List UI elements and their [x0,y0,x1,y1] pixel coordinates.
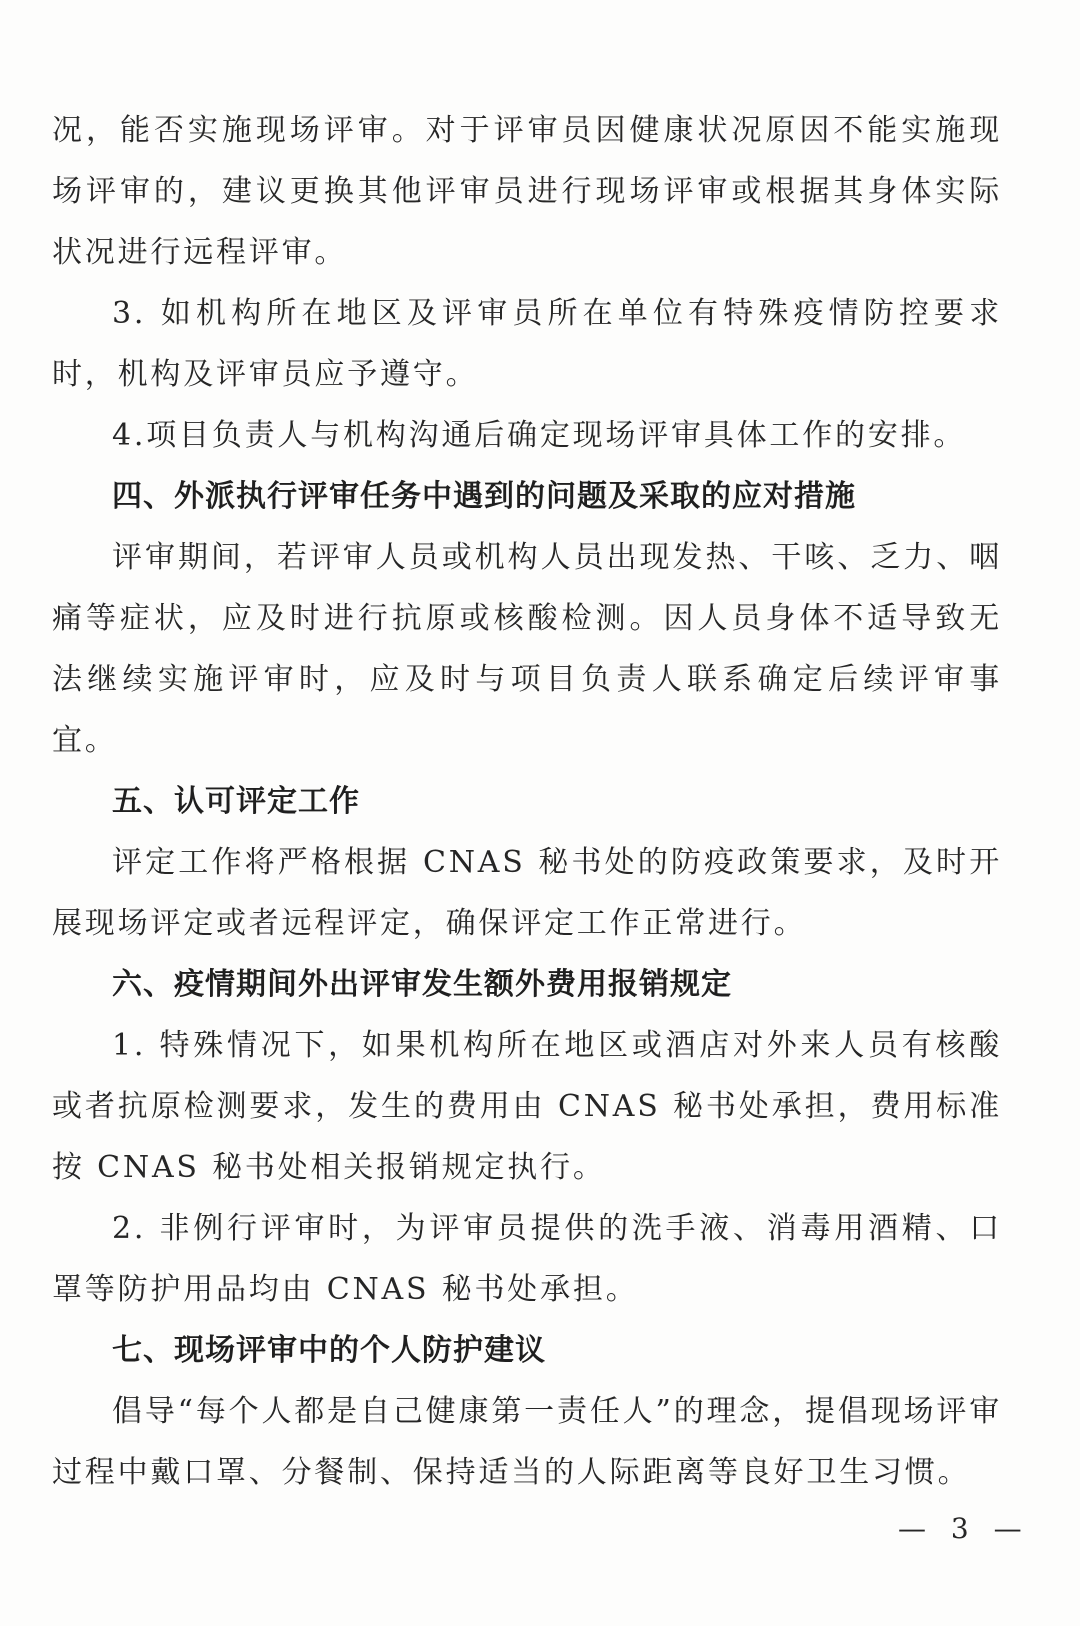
paragraph-item-4: 4.项目负责人与机构沟通后确定现场评审具体工作的安排。 [112,418,967,453]
document-body [52,100,1002,1503]
paragraph-item-3: 3. 如机构所在地区及评审员所在单位有特殊疫情防控要求时，机构及评审员应予遵守。 [52,296,1002,392]
page-number: — 3 — [898,1512,1030,1545]
section-heading-4: 四、外派执行评审任务中遇到的问题及采取的应对措施 [112,479,856,514]
paragraph-expense-2: 2. 非例行评审时，为评审员提供的洗手液、消毒用酒精、口罩等防护用品均由 CNAS 秘书处承担。 [52,1211,1002,1307]
section-heading-7: 七、现场评审中的个人防护建议 [112,1333,546,1368]
paragraph-protection: 倡导“每个人都是自己健康第一责任人”的理念，提倡现场评审过程中戴口罩、分餐制、保持适当的人际距离等良好卫生习惯。 [52,1394,1002,1490]
section-heading-5: 五、认可评定工作 [112,784,360,819]
paragraph-accreditation: 评定工作将严格根据 CNAS 秘书处的防疫政策要求，及时开展现场评定或者远程评定，确保评定工作正常进行。 [52,845,1002,941]
section-heading-6: 六、疫情期间外出评审发生额外费用报销规定 [112,967,732,1002]
paragraph-symptoms: 评审期间，若评审人员或机构人员出现发热、干咳、乏力、咽痛等症状，应及时进行抗原或核酸检测。因人员身体不适导致无法继续实施评审时，应及时与项目负责人联系确定后续评审事宜。 [52,540,1002,758]
paragraph-health-status: 况，能否实施现场评审。对于评审员因健康状况原因不能实施现场评审的，建议更换其他评审员进行现场评审或根据其身体实际状况进行远程评审。 [52,113,1002,270]
paragraph-expense-1: 1. 特殊情况下，如果机构所在地区或酒店对外来人员有核酸或者抗原检测要求，发生的费用由 CNAS 秘书处承担，费用标准按 CNAS 秘书处相关报销规定执行。 [52,1028,1002,1185]
